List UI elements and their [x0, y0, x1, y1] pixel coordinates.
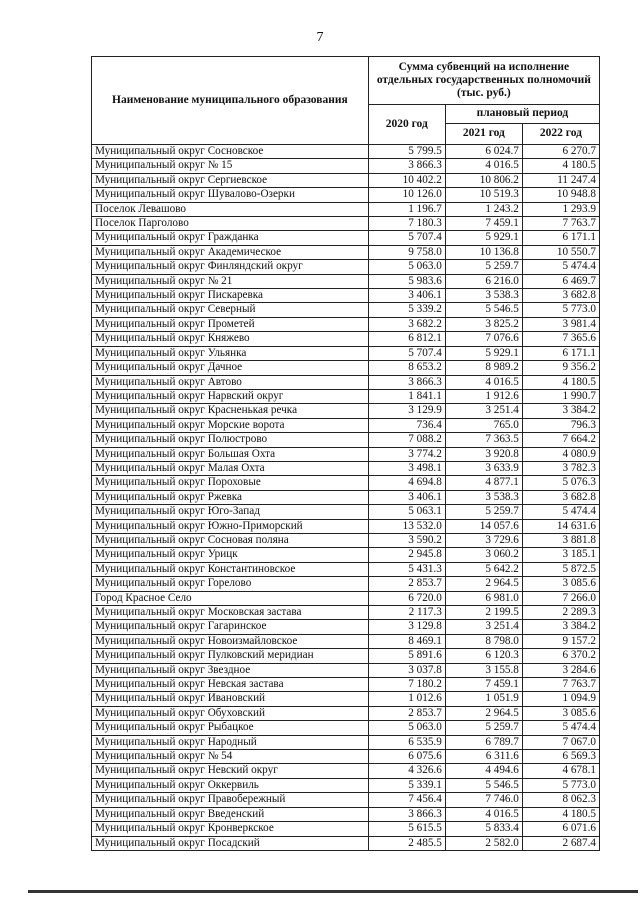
value-2022-cell: 7 664.2 — [522, 433, 599, 447]
value-2020-cell: 13 532.0 — [368, 519, 445, 533]
value-2021-cell: 5 259.7 — [445, 260, 522, 274]
value-2020-cell: 736.4 — [368, 418, 445, 432]
value-2021-cell: 3 155.8 — [445, 663, 522, 677]
table-row — [92, 721, 600, 735]
value-2022-cell: 11 247.4 — [522, 173, 599, 187]
municipality-name-cell: Муниципальный округ Автово — [92, 375, 369, 389]
municipality-name-cell: Муниципальный округ Пороховые — [92, 476, 369, 490]
municipality-name-cell: Поселок Левашово — [92, 202, 369, 216]
value-2020-cell: 5 431.3 — [368, 562, 445, 576]
value-2021-cell: 6 789.7 — [445, 735, 522, 749]
municipality-name-cell: Муниципальный округ Пискаревка — [92, 289, 369, 303]
municipality-name-cell: Муниципальный округ Сосновское — [92, 145, 369, 159]
municipality-name-cell: Муниципальный округ Ульянка — [92, 346, 369, 360]
value-2021-cell: 3 251.4 — [445, 404, 522, 418]
value-2021-cell: 6 981.0 — [445, 591, 522, 605]
table-row — [92, 145, 600, 159]
table-row — [92, 505, 600, 519]
value-2022-cell: 5 872.5 — [522, 562, 599, 576]
value-2021-cell: 6 024.7 — [445, 145, 522, 159]
table-row — [92, 433, 600, 447]
table-row — [92, 361, 600, 375]
value-2021-cell: 5 929.1 — [445, 231, 522, 245]
value-2020-cell: 5 615.5 — [368, 822, 445, 836]
value-2021-cell: 6 311.6 — [445, 750, 522, 764]
municipality-name-cell: Муниципальный округ Введенский — [92, 807, 369, 821]
value-2022-cell: 3 881.8 — [522, 533, 599, 547]
value-2021-cell: 765.0 — [445, 418, 522, 432]
table-row — [92, 591, 600, 605]
value-2022-cell: 5 773.0 — [522, 778, 599, 792]
header-year-2022: 2022 год — [522, 124, 599, 145]
value-2022-cell: 7 763.7 — [522, 678, 599, 692]
value-2022-cell: 9 157.2 — [522, 634, 599, 648]
value-2020-cell: 4 326.6 — [368, 764, 445, 778]
value-2021-cell: 3 251.4 — [445, 620, 522, 634]
value-2022-cell: 7 067.0 — [522, 735, 599, 749]
value-2021-cell: 1 051.9 — [445, 692, 522, 706]
value-2021-cell: 4 016.5 — [445, 807, 522, 821]
value-2020-cell: 3 774.2 — [368, 447, 445, 461]
table-row — [92, 346, 600, 360]
value-2020-cell: 10 402.2 — [368, 173, 445, 187]
value-2020-cell: 3 590.2 — [368, 533, 445, 547]
value-2021-cell: 3 729.6 — [445, 533, 522, 547]
value-2021-cell: 5 929.1 — [445, 346, 522, 360]
value-2021-cell: 3 825.2 — [445, 317, 522, 331]
value-2022-cell: 9 356.2 — [522, 361, 599, 375]
table-row — [92, 375, 600, 389]
value-2021-cell: 3 920.8 — [445, 447, 522, 461]
value-2020-cell: 1 841.1 — [368, 389, 445, 403]
table-row — [92, 678, 600, 692]
value-2022-cell: 5 076.3 — [522, 476, 599, 490]
table-row — [92, 461, 600, 475]
value-2021-cell: 2 964.5 — [445, 577, 522, 591]
municipality-name-cell: Муниципальный округ Константиновское — [92, 562, 369, 576]
value-2020-cell: 2 945.8 — [368, 548, 445, 562]
value-2022-cell: 7 266.0 — [522, 591, 599, 605]
municipality-name-cell: Муниципальный округ Северный — [92, 303, 369, 317]
header-year-2020: 2020 год — [368, 105, 445, 145]
value-2021-cell: 8 798.0 — [445, 634, 522, 648]
header-planned-period: плановый период — [445, 105, 599, 124]
value-2022-cell: 6 171.1 — [522, 346, 599, 360]
municipality-name-cell: Муниципальный округ Оккервиль — [92, 778, 369, 792]
value-2021-cell: 5 259.7 — [445, 505, 522, 519]
municipality-name-cell: Муниципальный округ Обуховский — [92, 706, 369, 720]
table-row — [92, 793, 600, 807]
value-2020-cell: 1 012.6 — [368, 692, 445, 706]
table-row — [92, 447, 600, 461]
page-number: 7 — [316, 30, 324, 45]
value-2021-cell: 4 494.6 — [445, 764, 522, 778]
value-2022-cell: 4 180.5 — [522, 159, 599, 173]
value-2022-cell: 10 550.7 — [522, 245, 599, 259]
municipality-name-cell: Поселок Парголово — [92, 217, 369, 231]
value-2021-cell: 4 016.5 — [445, 375, 522, 389]
value-2022-cell: 3 682.8 — [522, 289, 599, 303]
value-2021-cell: 5 546.5 — [445, 303, 522, 317]
value-2020-cell: 2 853.7 — [368, 577, 445, 591]
table-row — [92, 159, 600, 173]
table-row — [92, 822, 600, 836]
municipality-name-cell: Муниципальный округ Морские ворота — [92, 418, 369, 432]
value-2021-cell: 10 519.3 — [445, 188, 522, 202]
value-2021-cell: 6 216.0 — [445, 274, 522, 288]
municipality-name-cell: Муниципальный округ № 54 — [92, 750, 369, 764]
value-2022-cell: 3 284.6 — [522, 663, 599, 677]
municipality-name-cell: Муниципальный округ Звездное — [92, 663, 369, 677]
value-2020-cell: 6 535.9 — [368, 735, 445, 749]
value-2022-cell: 3 782.3 — [522, 461, 599, 475]
bottom-rule — [28, 890, 638, 893]
value-2020-cell: 9 758.0 — [368, 245, 445, 259]
municipality-name-cell: Муниципальный округ Малая Охта — [92, 461, 369, 475]
municipality-name-cell: Муниципальный округ Княжево — [92, 332, 369, 346]
table-row — [92, 217, 600, 231]
value-2022-cell: 1 990.7 — [522, 389, 599, 403]
value-2022-cell: 6 171.1 — [522, 231, 599, 245]
value-2020-cell: 5 063.0 — [368, 721, 445, 735]
municipality-name-cell: Муниципальный округ Нарвский округ — [92, 389, 369, 403]
table-row — [92, 519, 600, 533]
value-2021-cell: 2 582.0 — [445, 836, 522, 850]
table-row — [92, 476, 600, 490]
value-2020-cell: 6 075.6 — [368, 750, 445, 764]
value-2020-cell: 5 339.2 — [368, 303, 445, 317]
value-2021-cell: 5 259.7 — [445, 721, 522, 735]
value-2020-cell: 3 682.2 — [368, 317, 445, 331]
table-row — [92, 274, 600, 288]
municipality-name-cell: Муниципальный округ Полюстрово — [92, 433, 369, 447]
municipality-name-cell: Муниципальный округ № 15 — [92, 159, 369, 173]
value-2022-cell: 6 469.7 — [522, 274, 599, 288]
table-row — [92, 202, 600, 216]
municipality-name-cell: Муниципальный округ Ивановский — [92, 692, 369, 706]
table-row — [92, 692, 600, 706]
value-2021-cell: 5 546.5 — [445, 778, 522, 792]
value-2020-cell: 1 196.7 — [368, 202, 445, 216]
value-2020-cell: 5 063.0 — [368, 260, 445, 274]
value-2020-cell: 7 456.4 — [368, 793, 445, 807]
value-2021-cell: 3 060.2 — [445, 548, 522, 562]
value-2020-cell: 2 117.3 — [368, 606, 445, 620]
value-2022-cell: 7 365.6 — [522, 332, 599, 346]
municipality-name-cell: Муниципальный округ Урицк — [92, 548, 369, 562]
table-row — [92, 706, 600, 720]
value-2022-cell: 5 474.4 — [522, 260, 599, 274]
table-row — [92, 548, 600, 562]
value-2022-cell: 4 080.9 — [522, 447, 599, 461]
value-2020-cell: 3 866.3 — [368, 375, 445, 389]
value-2022-cell: 3 085.6 — [522, 706, 599, 720]
value-2020-cell: 4 694.8 — [368, 476, 445, 490]
value-2021-cell: 4 877.1 — [445, 476, 522, 490]
value-2021-cell: 10 806.2 — [445, 173, 522, 187]
value-2020-cell: 3 129.9 — [368, 404, 445, 418]
value-2020-cell: 8 653.2 — [368, 361, 445, 375]
municipality-name-cell: Муниципальный округ № 21 — [92, 274, 369, 288]
value-2020-cell: 6 812.1 — [368, 332, 445, 346]
value-2021-cell: 1 243.2 — [445, 202, 522, 216]
table-row — [92, 260, 600, 274]
value-2020-cell: 3 406.1 — [368, 490, 445, 504]
value-2021-cell: 7 746.0 — [445, 793, 522, 807]
value-2021-cell: 10 136.8 — [445, 245, 522, 259]
value-2022-cell: 8 062.3 — [522, 793, 599, 807]
table-row — [92, 577, 600, 591]
municipality-name-cell: Муниципальный округ Сосновая поляна — [92, 533, 369, 547]
municipality-name-cell: Муниципальный округ Пулковский меридиан — [92, 649, 369, 663]
table-row — [92, 231, 600, 245]
table-row — [92, 404, 600, 418]
table-row — [92, 764, 600, 778]
value-2020-cell: 5 799.5 — [368, 145, 445, 159]
value-2022-cell: 3 384.2 — [522, 620, 599, 634]
table-row — [92, 620, 600, 634]
municipality-name-cell: Муниципальный округ Ржевка — [92, 490, 369, 504]
municipality-name-cell: Муниципальный округ Большая Охта — [92, 447, 369, 461]
value-2021-cell: 4 016.5 — [445, 159, 522, 173]
municipality-name-cell: Муниципальный округ Гражданка — [92, 231, 369, 245]
table-row — [92, 735, 600, 749]
value-2021-cell: 1 912.6 — [445, 389, 522, 403]
value-2022-cell: 5 773.0 — [522, 303, 599, 317]
value-2022-cell: 3 682.8 — [522, 490, 599, 504]
value-2022-cell: 6 270.7 — [522, 145, 599, 159]
header-year-2021: 2021 год — [445, 124, 522, 145]
table-row — [92, 807, 600, 821]
table-row — [92, 778, 600, 792]
value-2021-cell: 8 989.2 — [445, 361, 522, 375]
municipality-name-cell: Муниципальный округ Горелово — [92, 577, 369, 591]
value-2022-cell: 2 289.3 — [522, 606, 599, 620]
value-2020-cell: 3 129.8 — [368, 620, 445, 634]
value-2022-cell: 14 631.6 — [522, 519, 599, 533]
municipality-name-cell: Город Красное Село — [92, 591, 369, 605]
table-row — [92, 289, 600, 303]
value-2020-cell: 5 339.1 — [368, 778, 445, 792]
value-2021-cell: 7 076.6 — [445, 332, 522, 346]
value-2022-cell: 10 948.8 — [522, 188, 599, 202]
municipality-name-cell: Муниципальный округ Прометей — [92, 317, 369, 331]
municipality-name-cell: Муниципальный округ Кронверкское — [92, 822, 369, 836]
table-row — [92, 490, 600, 504]
table-row — [92, 173, 600, 187]
value-2021-cell: 3 538.3 — [445, 289, 522, 303]
value-2022-cell: 6 569.3 — [522, 750, 599, 764]
municipality-name-cell: Муниципальный округ Рыбацкое — [92, 721, 369, 735]
municipality-name-cell: Муниципальный округ Народный — [92, 735, 369, 749]
municipality-name-cell: Муниципальный округ Финляндский округ — [92, 260, 369, 274]
value-2022-cell: 5 474.4 — [522, 505, 599, 519]
municipality-name-cell: Муниципальный округ Невская застава — [92, 678, 369, 692]
table-row — [92, 188, 600, 202]
value-2022-cell: 3 185.1 — [522, 548, 599, 562]
table-row — [92, 245, 600, 259]
table-row — [92, 533, 600, 547]
value-2022-cell: 3 384.2 — [522, 404, 599, 418]
value-2022-cell: 1 094.9 — [522, 692, 599, 706]
value-2020-cell: 3 406.1 — [368, 289, 445, 303]
table-row — [92, 836, 600, 850]
value-2021-cell: 6 120.3 — [445, 649, 522, 663]
value-2022-cell: 7 763.7 — [522, 217, 599, 231]
value-2022-cell: 5 474.4 — [522, 721, 599, 735]
table-body — [92, 145, 600, 851]
table-row — [92, 317, 600, 331]
municipality-name-cell: Муниципальный округ Правобережный — [92, 793, 369, 807]
value-2022-cell: 2 687.4 — [522, 836, 599, 850]
value-2020-cell: 7 180.3 — [368, 217, 445, 231]
value-2020-cell: 8 469.1 — [368, 634, 445, 648]
value-2021-cell: 5 833.4 — [445, 822, 522, 836]
value-2020-cell: 5 063.1 — [368, 505, 445, 519]
value-2021-cell: 14 057.6 — [445, 519, 522, 533]
municipality-name-cell: Муниципальный округ Шувалово-Озерки — [92, 188, 369, 202]
municipality-name-cell: Муниципальный округ Невский округ — [92, 764, 369, 778]
value-2020-cell: 6 720.0 — [368, 591, 445, 605]
value-2021-cell: 2 964.5 — [445, 706, 522, 720]
value-2020-cell: 5 707.4 — [368, 231, 445, 245]
value-2020-cell: 2 853.7 — [368, 706, 445, 720]
value-2021-cell: 7 363.5 — [445, 433, 522, 447]
value-2020-cell: 7 180.2 — [368, 678, 445, 692]
municipality-name-cell: Муниципальный округ Новоизмайловское — [92, 634, 369, 648]
value-2020-cell: 3 498.1 — [368, 461, 445, 475]
value-2022-cell: 4 180.5 — [522, 375, 599, 389]
table-row — [92, 332, 600, 346]
value-2021-cell: 5 642.2 — [445, 562, 522, 576]
table-row — [92, 418, 600, 432]
value-2020-cell: 7 088.2 — [368, 433, 445, 447]
value-2021-cell: 2 199.5 — [445, 606, 522, 620]
value-2022-cell: 3 085.6 — [522, 577, 599, 591]
value-2020-cell: 10 126.0 — [368, 188, 445, 202]
municipality-name-cell: Муниципальный округ Красненькая речка — [92, 404, 369, 418]
table-row — [92, 750, 600, 764]
header-sum-column: Сумма субвенций на исполнение отдельных государственных полномочий (тыс. руб.) — [368, 57, 599, 105]
value-2022-cell: 1 293.9 — [522, 202, 599, 216]
value-2021-cell: 3 538.3 — [445, 490, 522, 504]
table-row — [92, 649, 600, 663]
value-2022-cell: 4 678.1 — [522, 764, 599, 778]
municipality-name-cell: Муниципальный округ Посадский — [92, 836, 369, 850]
value-2020-cell: 2 485.5 — [368, 836, 445, 850]
value-2020-cell: 5 707.4 — [368, 346, 445, 360]
municipality-name-cell: Муниципальный округ Южно-Приморский — [92, 519, 369, 533]
value-2021-cell: 7 459.1 — [445, 217, 522, 231]
table-row — [92, 663, 600, 677]
table-row — [92, 634, 600, 648]
value-2021-cell: 3 633.9 — [445, 461, 522, 475]
value-2020-cell: 3 866.3 — [368, 807, 445, 821]
municipality-name-cell: Муниципальный округ Юго-Запад — [92, 505, 369, 519]
value-2020-cell: 5 891.6 — [368, 649, 445, 663]
municipality-name-cell: Муниципальный округ Сергиевское — [92, 173, 369, 187]
value-2020-cell: 5 983.6 — [368, 274, 445, 288]
value-2022-cell: 3 981.4 — [522, 317, 599, 331]
table-row — [92, 389, 600, 403]
value-2020-cell: 3 866.3 — [368, 159, 445, 173]
header-name-column: Наименование муниципального образования — [92, 57, 369, 145]
value-2022-cell: 796.3 — [522, 418, 599, 432]
municipality-name-cell: Муниципальный округ Московская застава — [92, 606, 369, 620]
municipality-name-cell: Муниципальный округ Гагаринское — [92, 620, 369, 634]
value-2021-cell: 7 459.1 — [445, 678, 522, 692]
municipality-name-cell: Муниципальный округ Академическое — [92, 245, 369, 259]
value-2022-cell: 4 180.5 — [522, 807, 599, 821]
municipality-name-cell: Муниципальный округ Дачное — [92, 361, 369, 375]
value-2020-cell: 3 037.8 — [368, 663, 445, 677]
value-2022-cell: 6 370.2 — [522, 649, 599, 663]
table-row — [92, 303, 600, 317]
subsidy-table — [91, 56, 600, 851]
table-row — [92, 606, 600, 620]
table-row — [92, 562, 600, 576]
value-2022-cell: 6 071.6 — [522, 822, 599, 836]
